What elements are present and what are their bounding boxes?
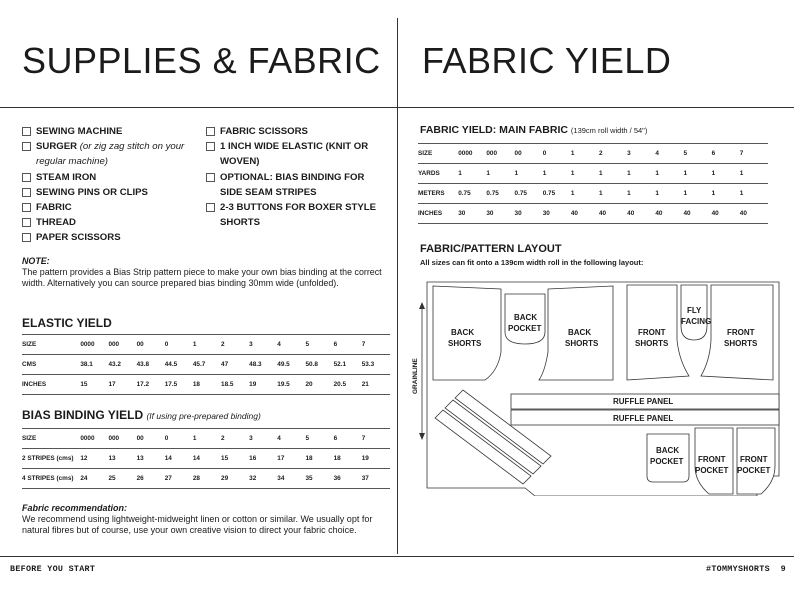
fabric-rec-label: Fabric recommendation: <box>22 503 128 513</box>
table-cell: 17 <box>277 449 305 469</box>
table-cell: 2 <box>221 429 249 449</box>
table-cell: 24 <box>80 469 108 489</box>
footer-hashtag: #TOMMYSHORTS <box>706 564 770 574</box>
table-cell: 1 <box>683 164 711 184</box>
table-cell: 6 <box>712 144 740 164</box>
supply-label: OPTIONAL: BIAS BINDING FOR SIDE SEAM STRIPES <box>220 171 365 198</box>
table-cell: 1 <box>543 164 571 184</box>
table-row <box>22 375 390 395</box>
note-block <box>22 256 392 288</box>
table-cell: 30 <box>458 204 486 224</box>
row-header: SIZE <box>418 144 458 164</box>
back-pocket-2-line1: BACK <box>656 446 680 455</box>
table-cell: 19 <box>362 449 390 469</box>
table-cell: 1 <box>740 164 768 184</box>
table-cell: 44.5 <box>165 355 193 375</box>
table-row <box>418 184 768 204</box>
footer-right <box>706 564 786 574</box>
table-cell: 18 <box>193 375 221 395</box>
front-pocket-1-line1: FRONT <box>698 455 726 464</box>
svg-text:FACING <box>681 317 711 326</box>
table-cell: 000 <box>486 144 514 164</box>
table-cell: 0 <box>165 335 193 355</box>
table-cell: 50.8 <box>305 355 333 375</box>
table-cell: 00 <box>137 429 165 449</box>
table-cell: 000 <box>108 429 136 449</box>
note-text: The pattern provides a Bias Strip pattern piece to make your own bias binding at the correct width. Alternatively you can source prepared bias binding 30mm wide (unfolded). <box>22 266 382 288</box>
bias-yield-heading <box>22 408 261 422</box>
table-cell: 28 <box>193 469 221 489</box>
fabric-yield-title: FABRIC YIELD <box>422 40 672 81</box>
table-cell: 19 <box>249 375 277 395</box>
checkbox-icon[interactable] <box>22 203 31 212</box>
svg-text:SHORTS <box>724 339 758 348</box>
table-cell: 0000 <box>80 429 108 449</box>
supplies-title: SUPPLIES & FABRIC <box>22 40 381 81</box>
back-shorts-2-line2: SHORTS <box>565 339 599 348</box>
svg-text:BACK <box>514 313 537 322</box>
back-shorts-1-line2: SHORTS <box>448 339 482 348</box>
table-cell: 3 <box>249 429 277 449</box>
table-row <box>22 449 390 469</box>
table-cell: 6 <box>334 335 362 355</box>
table-cell: 0 <box>543 144 571 164</box>
table-cell: 25 <box>108 469 136 489</box>
page-divider <box>397 18 398 554</box>
table-cell: 45.7 <box>193 355 221 375</box>
main-fabric-subtitle: (139cm roll width / 54") <box>570 126 648 135</box>
supply-item <box>22 139 200 169</box>
table-cell: 1 <box>458 164 486 184</box>
table-row <box>418 164 768 184</box>
main-fabric-heading <box>420 124 647 136</box>
table-cell: 15 <box>221 449 249 469</box>
front-shorts-2-line1: FRONT <box>727 328 755 337</box>
table-cell: 13 <box>108 449 136 469</box>
svg-text:FRONT <box>740 455 768 464</box>
supply-note: (or zig zag stitch on your regular machine) <box>36 141 185 168</box>
ruffle-panel-1-label: RUFFLE PANEL <box>613 397 674 406</box>
table-cell: 18.5 <box>221 375 249 395</box>
table-cell: 1 <box>627 184 655 204</box>
supply-label: THREAD <box>36 217 76 229</box>
grainline-arrow <box>412 302 425 440</box>
svg-text:FRONT <box>698 455 726 464</box>
bias-yield-table <box>22 428 390 489</box>
table-row <box>418 144 768 164</box>
table-cell: 1 <box>599 164 627 184</box>
table-cell: 17.2 <box>137 375 165 395</box>
supply-item <box>206 139 376 169</box>
row-header: INCHES <box>418 204 458 224</box>
table-cell: 16 <box>249 449 277 469</box>
table-cell: 3 <box>627 144 655 164</box>
supplies-list-1 <box>22 124 200 246</box>
table-cell: 4 <box>655 144 683 164</box>
supply-label: FABRIC <box>36 202 72 214</box>
svg-text:FLY <box>687 306 702 315</box>
table-cell: 14 <box>193 449 221 469</box>
checkbox-icon[interactable] <box>206 173 215 182</box>
table-cell: 1 <box>712 184 740 204</box>
row-header: CMS <box>22 355 80 375</box>
svg-text:POCKET <box>737 466 770 475</box>
table-cell: 1 <box>486 164 514 184</box>
table-cell: 3 <box>249 335 277 355</box>
table-cell: 43.2 <box>108 355 136 375</box>
table-cell: 4 <box>277 429 305 449</box>
supply-label: FABRIC SCISSORS <box>220 126 308 137</box>
row-header: METERS <box>418 184 458 204</box>
table-cell: 20 <box>305 375 333 395</box>
table-cell: 1 <box>655 164 683 184</box>
svg-text:POCKET <box>695 466 728 475</box>
layout-heading: FABRIC/PATTERN LAYOUT <box>420 243 562 255</box>
front-pocket-1-line2: POCKET <box>695 466 729 475</box>
svg-text:POCKET <box>650 457 683 466</box>
table-cell: 1 <box>193 335 221 355</box>
supply-item <box>22 200 200 215</box>
table-cell: 1 <box>712 164 740 184</box>
row-header: SIZE <box>22 335 80 355</box>
table-cell: 1 <box>193 429 221 449</box>
table-cell: 20.5 <box>334 375 362 395</box>
checkbox-icon[interactable] <box>22 188 31 197</box>
grainline-label: GRAINLINE <box>412 358 419 394</box>
table-cell: 0000 <box>80 335 108 355</box>
supply-item <box>22 230 200 245</box>
fly-facing-line2: FACING <box>681 317 712 326</box>
table-cell: 37 <box>362 469 390 489</box>
fly-facing-line1: FLY <box>687 306 702 315</box>
back-pocket-2-line2: POCKET <box>650 457 684 466</box>
front-pocket-2-line1: FRONT <box>740 455 768 464</box>
footer-left: BEFORE YOU START <box>10 564 96 574</box>
row-header: YARDS <box>418 164 458 184</box>
svg-text:FRONT <box>727 328 755 337</box>
table-cell: 0.75 <box>543 184 571 204</box>
table-cell: 5 <box>305 335 333 355</box>
svg-text:SHORTS <box>565 339 599 348</box>
checkbox-icon[interactable] <box>22 142 31 151</box>
layout-subtitle: All sizes can fit onto a 139cm width roll in the following layout: <box>420 258 644 267</box>
supply-item <box>22 185 200 200</box>
table-cell: 0.75 <box>486 184 514 204</box>
table-cell: 40 <box>683 204 711 224</box>
supply-item <box>22 170 200 185</box>
table-cell: 1 <box>571 164 599 184</box>
table-cell: 00 <box>137 335 165 355</box>
back-shorts-2-line1: BACK <box>568 328 592 337</box>
table-cell: 38.1 <box>80 355 108 375</box>
table-cell: 1 <box>515 164 543 184</box>
table-cell: 19.5 <box>277 375 305 395</box>
table-cell: 17 <box>108 375 136 395</box>
supply-item <box>206 170 376 200</box>
row-header: INCHES <box>22 375 80 395</box>
pattern-layout-diagram <box>405 276 791 496</box>
table-cell: 18 <box>305 449 333 469</box>
front-pocket-2-line2: POCKET <box>737 466 771 475</box>
table-cell: 30 <box>486 204 514 224</box>
bias-yield-title: BIAS BINDING YIELD <box>22 408 144 422</box>
table-cell: 40 <box>712 204 740 224</box>
supply-label: PAPER SCISSORS <box>36 232 121 244</box>
table-row <box>22 429 390 449</box>
main-fabric-table <box>418 143 768 224</box>
main-fabric-title: FABRIC YIELD: MAIN FABRIC <box>420 124 568 136</box>
table-cell: 32 <box>249 469 277 489</box>
table-cell: 0.75 <box>458 184 486 204</box>
svg-text:BACK <box>451 328 474 337</box>
table-cell: 13 <box>137 449 165 469</box>
table-cell: 5 <box>683 144 711 164</box>
table-cell: 1 <box>655 184 683 204</box>
fabric-rec-text: We recommend using lightweight-midweight linen or cotton or similar. We usually opt for natural fibres but of course, use your own creative vision to direct your fabric choice. <box>22 514 373 535</box>
table-cell: 1 <box>627 164 655 184</box>
title-rule <box>0 107 794 108</box>
table-cell: 00 <box>515 144 543 164</box>
table-cell: 27 <box>165 469 193 489</box>
table-cell: 52.1 <box>334 355 362 375</box>
ruffle-panel-2-label: RUFFLE PANEL <box>613 414 674 423</box>
table-cell: 21 <box>362 375 390 395</box>
bias-yield-subtitle: (If using pre-prepared binding) <box>146 411 261 421</box>
supply-label: STEAM IRON <box>36 171 97 183</box>
table-cell: 40 <box>627 204 655 224</box>
checkbox-icon[interactable] <box>206 203 215 212</box>
table-cell: 7 <box>362 429 390 449</box>
back-pocket-1-line1: BACK <box>514 313 538 322</box>
checkbox-icon[interactable] <box>206 127 215 136</box>
table-cell: 1 <box>571 184 599 204</box>
table-cell: 48.3 <box>249 355 277 375</box>
table-cell: 43.8 <box>137 355 165 375</box>
supply-item <box>22 124 200 139</box>
svg-text:BACK <box>568 328 591 337</box>
table-cell: 000 <box>108 335 136 355</box>
table-cell: 34 <box>277 469 305 489</box>
page-number: 9 <box>780 564 786 574</box>
table-cell: 17.5 <box>165 375 193 395</box>
table-cell: 53.3 <box>362 355 390 375</box>
elastic-yield-heading <box>22 316 112 330</box>
table-row <box>22 355 390 375</box>
front-shorts-2-line2: SHORTS <box>724 339 758 348</box>
table-cell: 6 <box>334 429 362 449</box>
table-cell: 40 <box>655 204 683 224</box>
elastic-yield-table <box>22 334 390 395</box>
table-cell: 47 <box>221 355 249 375</box>
checkbox-icon[interactable] <box>22 233 31 242</box>
supply-label: 1 INCH WIDE ELASTIC (KNIT OR WOVEN) <box>220 141 369 168</box>
table-cell: 0 <box>165 429 193 449</box>
back-shorts-1-line1: BACK <box>451 328 475 337</box>
supply-label: SEWING PINS OR CLIPS <box>36 186 148 198</box>
supplies-list-2 <box>206 124 376 230</box>
table-cell: 1 <box>571 144 599 164</box>
back-pocket-1-line2: POCKET <box>508 324 542 333</box>
checkbox-icon[interactable] <box>22 173 31 182</box>
svg-text:SHORTS <box>448 339 482 348</box>
svg-text:FRONT <box>638 328 666 337</box>
table-cell: 49.5 <box>277 355 305 375</box>
table-cell: 5 <box>305 429 333 449</box>
table-cell: 30 <box>543 204 571 224</box>
table-row <box>22 335 390 355</box>
table-row <box>418 204 768 224</box>
supply-item <box>206 200 376 230</box>
supply-label: SEWING MACHINE <box>36 126 123 137</box>
table-cell: 26 <box>137 469 165 489</box>
table-cell: 4 <box>277 335 305 355</box>
row-header: 4 STRIPES (cms) <box>22 469 80 489</box>
table-cell: 35 <box>305 469 333 489</box>
supply-item <box>206 124 376 139</box>
checkbox-icon[interactable] <box>22 127 31 136</box>
svg-text:BACK <box>656 446 679 455</box>
table-cell: 0.75 <box>515 184 543 204</box>
checkbox-icon[interactable] <box>22 218 31 227</box>
table-cell: 40 <box>571 204 599 224</box>
front-shorts-1-line1: FRONT <box>638 328 666 337</box>
svg-text:POCKET <box>508 324 541 333</box>
table-cell: 18 <box>334 449 362 469</box>
front-shorts-1-line2: SHORTS <box>635 339 669 348</box>
table-cell: 40 <box>740 204 768 224</box>
table-cell: 7 <box>362 335 390 355</box>
table-cell: 40 <box>599 204 627 224</box>
table-cell: 0000 <box>458 144 486 164</box>
fabric-recommendation <box>22 503 392 536</box>
table-cell: 1 <box>599 184 627 204</box>
table-cell: 2 <box>221 335 249 355</box>
table-cell: 36 <box>334 469 362 489</box>
table-cell: 14 <box>165 449 193 469</box>
supply-label: SURGER <box>36 141 78 153</box>
checkbox-icon[interactable] <box>206 142 215 151</box>
table-cell: 15 <box>80 375 108 395</box>
supply-label: 2-3 BUTTONS FOR BOXER STYLE SHORTS <box>220 202 377 229</box>
svg-text:SHORTS <box>635 339 669 348</box>
table-cell: 12 <box>80 449 108 469</box>
row-header: 2 STRIPES (cms) <box>22 449 80 469</box>
note-label: NOTE: <box>22 256 50 266</box>
table-cell: 30 <box>515 204 543 224</box>
table-cell: 1 <box>740 184 768 204</box>
table-cell: 7 <box>740 144 768 164</box>
supply-item <box>22 215 200 230</box>
table-row <box>22 469 390 489</box>
table-cell: 1 <box>683 184 711 204</box>
elastic-yield-title: ELASTIC YIELD <box>22 316 112 330</box>
footer-rule <box>0 556 794 557</box>
table-cell: 2 <box>599 144 627 164</box>
table-cell: 29 <box>221 469 249 489</box>
row-header: SIZE <box>22 429 80 449</box>
